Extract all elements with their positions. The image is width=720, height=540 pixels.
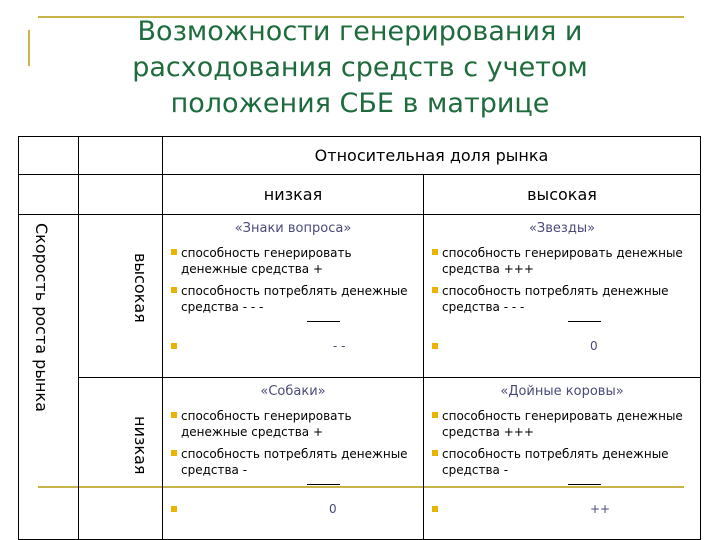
dogs-title: «Собаки» (260, 384, 326, 399)
stars-cell (424, 215, 701, 378)
cows-summary (432, 484, 692, 524)
stars-title: «Звезды» (528, 221, 596, 236)
dogs-result: 0 (329, 502, 337, 516)
bullet-icon (171, 343, 177, 349)
cows-result: ++ (590, 502, 611, 516)
cash-cows-title: «Дойные коровы» (500, 384, 624, 399)
growth-label-cell (19, 215, 79, 540)
market-share-header: Относительная доля рынка (163, 137, 701, 175)
cash-cows-cell (424, 378, 701, 540)
growth-high-label: высокая (131, 253, 150, 323)
bullet-icon (432, 506, 438, 512)
decor-line-left (28, 30, 30, 66)
dogs-summary (171, 484, 415, 524)
stars-bullet-generate: способность генерировать денежные средства +++ (432, 245, 692, 277)
question-result: - - (333, 339, 346, 353)
title-line-2: расходования средств с учетом (132, 52, 588, 83)
bullet-icon (171, 287, 177, 293)
dogs-bullet-consume: способность потреблять денежные средства - (171, 446, 415, 478)
summary-rule (307, 321, 340, 322)
cows-bullet-generate: способность генерировать денежные средства +++ (432, 408, 692, 440)
corner-cell-1 (19, 137, 79, 175)
stars-bullet-consume: способность потреблять денежные средства - - - (432, 283, 692, 315)
bullet-icon (171, 249, 177, 255)
title-line-1: Возможности генерирования и (137, 16, 583, 47)
bullet-icon (432, 412, 438, 418)
bullet-icon (171, 450, 177, 456)
corner-cell-3 (19, 175, 79, 215)
bcg-matrix-table (18, 136, 701, 540)
question-summary (171, 321, 415, 361)
dogs-bullet-generate: способность генерировать денежные средства + (171, 408, 415, 440)
question-bullet-generate: способность генерировать денежные средства + (171, 245, 415, 277)
question-bullet-consume: способность потреблять денежные средства - - - (171, 283, 415, 315)
growth-low-label: низкая (131, 416, 150, 475)
stars-summary (432, 321, 692, 361)
growth-low-cell (79, 378, 163, 540)
corner-cell-4 (79, 175, 163, 215)
summary-rule (568, 321, 601, 322)
bullet-icon (432, 450, 438, 456)
dogs-cell (163, 378, 424, 540)
bullet-icon (432, 249, 438, 255)
growth-high-cell (79, 215, 163, 378)
share-high-header: высокая (424, 175, 701, 215)
title-line-3: положения СБЕ в матрице (170, 88, 550, 119)
bullet-icon (432, 287, 438, 293)
summary-rule (568, 484, 601, 485)
question-marks-cell (163, 215, 424, 378)
bullet-icon (171, 506, 177, 512)
cows-bullet-consume: способность потреблять денежные средства - (432, 446, 692, 478)
growth-label: Скорость роста рынка (32, 223, 51, 412)
stars-result: 0 (590, 339, 598, 353)
share-low-header: низкая (163, 175, 424, 215)
question-marks-title: «Знаки вопроса» (234, 221, 352, 236)
page-title (40, 14, 680, 122)
bullet-icon (432, 343, 438, 349)
summary-rule (307, 484, 340, 485)
bullet-icon (171, 412, 177, 418)
corner-cell-2 (79, 137, 163, 175)
